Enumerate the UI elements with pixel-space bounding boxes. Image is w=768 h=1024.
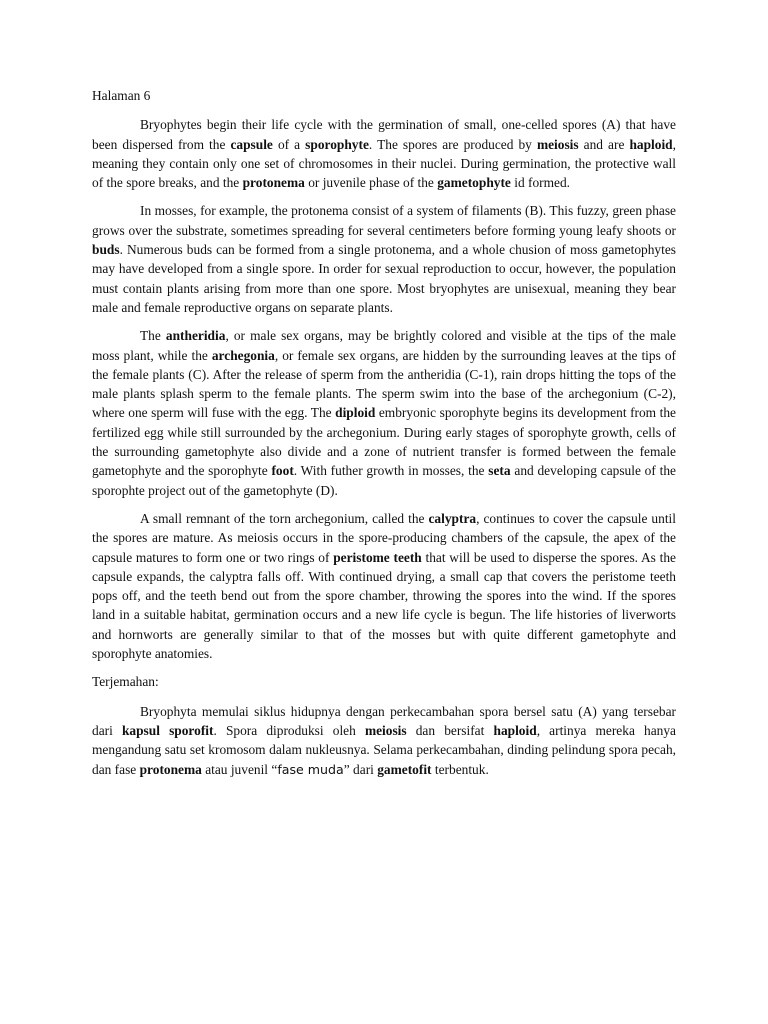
document-page [92, 86, 676, 788]
text-run: In mosses, for example, the protonema consist of a system of filaments (B). This fuzzy, green phase grows over the substrate, sometimes spreading for several centimeters before forming young leafy shoots or [92, 203, 676, 238]
english-body [92, 115, 676, 663]
text-run: and are [578, 136, 630, 152]
bold-term: calyptra [428, 510, 477, 526]
text-run: that will be used to disperse the spores. As the capsule expands, the calyptra falls off. With continued drying, a small cap that covers the peristome teeth pops off, and the teeth bend out from the spore chamber, throwing the spores into the wind. If the spores land in a suitable habitat, germination occurs and a new life cycle is begun. The life histories of liverworts and hornworts are generally similar to that of the mosses but with quite different gametophyte and sporophyte anatomies. [92, 549, 677, 662]
text-run: ” dari [343, 761, 378, 777]
bold-term: antheridia [165, 328, 226, 344]
text-run: . The spores are produced by [368, 136, 537, 152]
bold-term: kapsul sporofit [121, 722, 214, 738]
text-run: fase muda [277, 761, 344, 777]
english-paragraph-3 [92, 326, 676, 500]
text-run: terbentuk. [431, 761, 489, 777]
english-paragraph-2 [92, 201, 676, 317]
bold-term: buds [92, 242, 120, 258]
text-run: of a [272, 136, 306, 152]
text-run: , or female sex organs, are hidden by the surrounding leaves at the tips of the female plants (C). After the release of sperm from the antheridia (C-1), rain drops hitting the tops of the male plants splash sperm to the female plants. The sperm swim into the base of the archegonium (C-2), where one sperm will fuse with the egg. The [92, 347, 676, 421]
text-run: , or male sex organs, may be brightly colored and visible at the tips of the male moss plant, while the [92, 328, 677, 363]
text-run: embryonic sporophyte begins its development from the fertilized egg while still surrounded by the archegonium. During early stages of sporophyte growth, cells of the surrounding gametophyte also divide and a zone of nutrient transfer is formed between the female gametophyte and the sporophyte [92, 405, 676, 479]
bold-term: archegonia [211, 347, 275, 363]
text-run: , continues to cover the capsule until the spores are mature. As meiosis occurs in the spore-producing chambers of the capsule, the apex of the capsule matures to form one or two rings of [92, 510, 676, 565]
text-run: . Numerous buds can be formed from a single protonema, and a whole chusion of moss gametophytes may have developed from a single spore. In order for sexual reproduction to occur, however, the population must contain plants arising from more than one spore. Most bryophytes are unisexual, meaning they bear male and female reproductive organs on separate plants. [92, 242, 676, 315]
text-run: Bryophyta memulai siklus hidupnya dengan perkecambahan spora bersel satu (A) yang tersebar dari [92, 703, 676, 738]
text-run: , meaning they contain only one set of chromosomes in their nuclei. During germination, the protective wall of the spore breaks, and the [92, 136, 676, 191]
bold-term: peristome teeth [333, 549, 422, 565]
bold-term: sporophyte [305, 136, 369, 152]
text-run: The [140, 328, 166, 344]
text-run: id formed. [510, 175, 571, 191]
translation-body [92, 702, 676, 779]
bold-term: meiosis [364, 722, 407, 738]
translation-paragraph-1 [92, 702, 676, 779]
text-run: . Spora diproduksi oleh [213, 722, 365, 738]
bold-term: haploid [629, 136, 673, 152]
bold-term: gametofit [377, 761, 432, 777]
translation-label: Terjemahan: [92, 674, 159, 690]
text-run: or juvenile phase of the [304, 175, 438, 191]
text-run: and developing capsule of the sporophte project out of the gametophyte (D). [92, 463, 676, 498]
page-heading: Halaman 6 [92, 88, 151, 103]
text-run: , artinya mereka hanya mengandung satu set kromosom dalam nukleusnya. Selama perkecambahan, dinding pelindung spora pecah, dan fase [92, 722, 676, 777]
bold-term: seta [488, 463, 511, 479]
english-paragraph-4 [92, 509, 676, 663]
text-run: . With futher growth in mosses, the [293, 463, 489, 479]
bold-term: diploid [335, 405, 376, 421]
bold-term: haploid [493, 722, 537, 738]
text-run: A small remnant of the torn archegonium, called the [140, 510, 429, 526]
bold-term: protonema [242, 175, 305, 191]
english-paragraph-1 [92, 115, 676, 192]
bold-term: foot [271, 463, 294, 479]
text-run: dan bersifat [406, 722, 494, 738]
bold-term: gametophyte [437, 175, 511, 191]
bold-term: protonema [139, 761, 202, 777]
text-run: Bryophytes begin their life cycle with the germination of small, one-celled spores (A) that have been dispersed from the [92, 117, 676, 152]
bold-term: meiosis [536, 136, 579, 152]
bold-term: capsule [230, 136, 273, 152]
text-run: atau juvenil “ [201, 761, 278, 777]
